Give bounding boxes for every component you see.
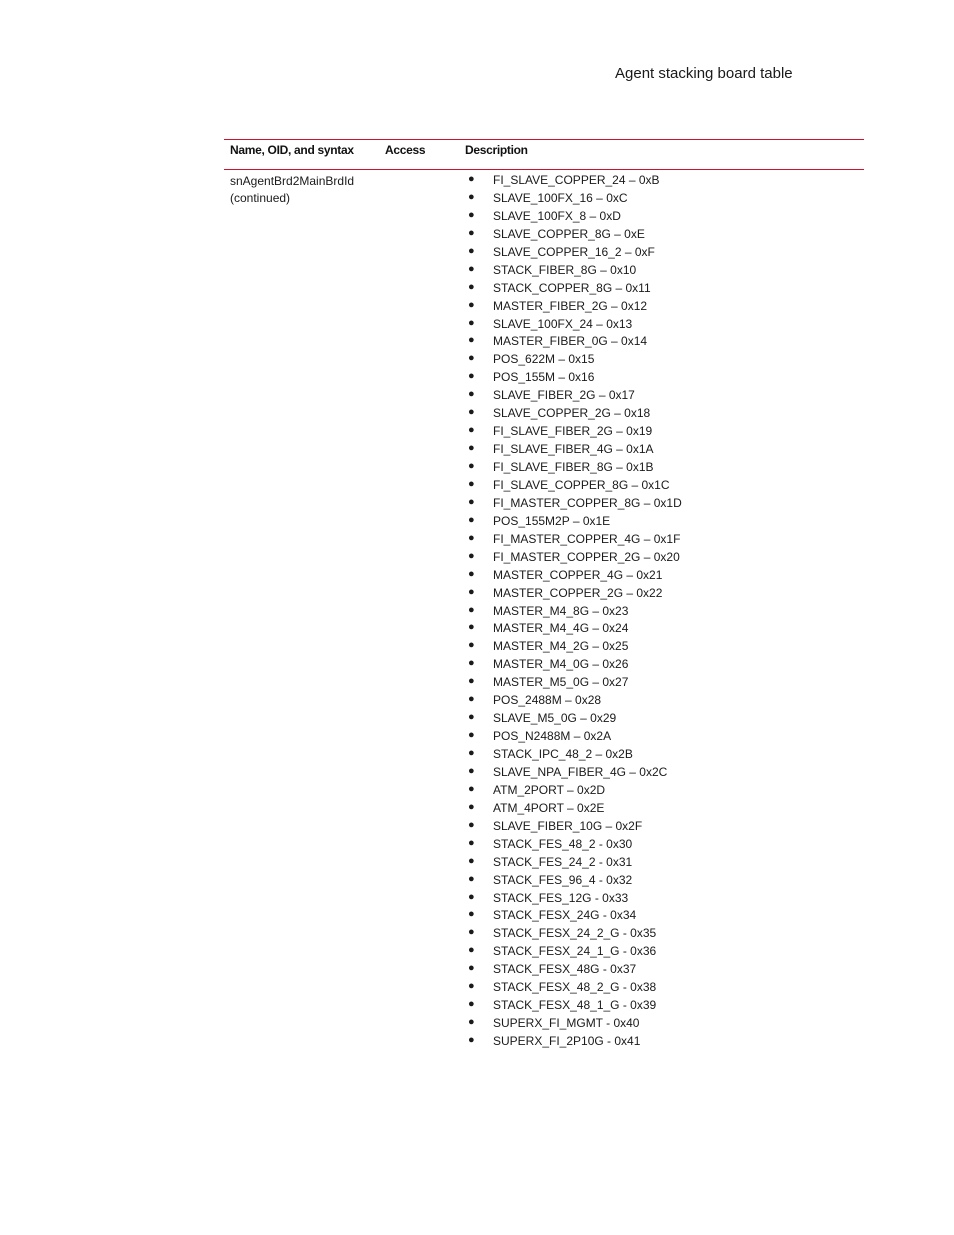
- description-list-item: [465, 925, 682, 943]
- description-item-text: FI_SLAVE_FIBER_4G – 0x1A: [493, 442, 654, 457]
- description-list-item: [465, 782, 682, 800]
- bullet-icon: ●: [468, 782, 475, 795]
- description-item-text: POS_622M – 0x15: [493, 352, 595, 367]
- object-name-note: (continued): [230, 191, 291, 205]
- bullet-icon: ●: [468, 962, 475, 975]
- description-list-item: [465, 764, 682, 782]
- bullet-icon: ●: [468, 513, 475, 526]
- bullet-icon: ●: [468, 585, 475, 598]
- description-list-item: [465, 190, 682, 208]
- description-list-item: [465, 1015, 682, 1033]
- description-list-item: [465, 316, 682, 334]
- description-list-item: [465, 746, 682, 764]
- bullet-icon: ●: [468, 836, 475, 849]
- bullet-icon: ●: [468, 693, 475, 706]
- description-item-text: MASTER_COPPER_2G – 0x22: [493, 585, 663, 600]
- description-list-item: [465, 800, 682, 818]
- description-item-text: MASTER_M4_4G – 0x24: [493, 621, 629, 636]
- description-item-text: STACK_FESX_24G - 0x34: [493, 908, 637, 923]
- description-list-item: [465, 836, 682, 854]
- description-list-item: [465, 423, 682, 441]
- description-item-text: STACK_IPC_48_2 – 0x2B: [493, 747, 633, 761]
- description-item-text: STACK_FES_24_2 - 0x31: [493, 854, 633, 869]
- description-item-text: FI_MASTER_COPPER_8G – 0x1D: [493, 495, 682, 510]
- description-list-item: [465, 244, 682, 262]
- description-item-text: STACK_FESX_48_1_G - 0x39: [493, 998, 657, 1013]
- description-list-item: [465, 172, 682, 190]
- description-item-text: MASTER_FIBER_0G – 0x14: [493, 334, 648, 349]
- description-list-item: [465, 997, 682, 1015]
- bullet-icon: ●: [468, 226, 475, 239]
- description-item-text: SLAVE_FIBER_10G – 0x2F: [493, 818, 643, 833]
- bullet-icon: ●: [468, 818, 475, 831]
- description-item-text: STACK_FESX_24_2_G - 0x35: [493, 926, 657, 941]
- description-item-text: STACK_FESX_48_2_G - 0x38: [493, 980, 657, 995]
- bullet-icon: ●: [468, 190, 475, 203]
- bullet-icon: ●: [468, 334, 475, 347]
- description-list-item: [465, 495, 682, 513]
- table-header-rule: [224, 169, 864, 170]
- bullet-icon: ●: [468, 944, 475, 957]
- description-item-text: ATM_2PORT – 0x2D: [493, 782, 606, 797]
- description-list-item: [465, 620, 682, 638]
- bullet-icon: ●: [468, 262, 475, 275]
- description-item-text: MASTER_COPPER_4G – 0x21: [493, 567, 663, 582]
- bullet-icon: ●: [468, 424, 475, 437]
- description-item-text: MASTER_FIBER_2G – 0x12: [493, 298, 648, 313]
- bullet-icon: ●: [468, 244, 475, 257]
- description-list-item: [465, 531, 682, 549]
- bullet-icon: ●: [468, 675, 475, 688]
- bullet-icon: ●: [468, 998, 475, 1011]
- bullet-icon: ●: [468, 1034, 475, 1046]
- column-header-access: Access: [385, 143, 426, 157]
- mib-table: [224, 139, 864, 1048]
- bullet-icon: ●: [468, 908, 475, 921]
- description-item-text: FI_MASTER_COPPER_2G – 0x20: [493, 549, 680, 564]
- bullet-icon: ●: [468, 567, 475, 580]
- description-item-text: STACK_FESX_24_1_G - 0x36: [493, 944, 657, 959]
- bullet-icon: ●: [468, 549, 475, 562]
- description-list-item: [465, 1033, 682, 1051]
- description-item-text: FI_SLAVE_FIBER_2G – 0x19: [493, 424, 653, 439]
- description-list-item: [465, 674, 682, 692]
- description-list-item: [465, 441, 682, 459]
- bullet-icon: ●: [468, 531, 475, 544]
- description-item-text: POS_155M2P – 0x1E: [493, 513, 611, 528]
- description-item-text: STACK_FES_96_4 - 0x32: [493, 872, 633, 887]
- description-list-item: [465, 854, 682, 872]
- description-list-item: [465, 872, 682, 890]
- running-header-title: Agent stacking board table: [615, 65, 793, 82]
- bullet-icon: ●: [468, 352, 475, 365]
- description-item-text: FI_MASTER_COPPER_4G – 0x1F: [493, 531, 681, 546]
- column-header-description: Description: [465, 143, 528, 157]
- description-list-item: [465, 405, 682, 423]
- description-item-text: SLAVE_COPPER_8G – 0xE: [493, 226, 645, 241]
- description-list-item: [465, 549, 682, 567]
- description-item-text: SLAVE_COPPER_16_2 – 0xF: [493, 244, 655, 259]
- bullet-icon: ●: [468, 173, 475, 185]
- bullet-icon: ●: [468, 495, 475, 508]
- bullet-icon: ●: [468, 460, 475, 472]
- table-header-row: [224, 140, 864, 169]
- description-item-text: STACK_FIBER_8G – 0x10: [493, 262, 637, 277]
- bullet-icon: ●: [468, 1016, 475, 1029]
- bullet-icon: ●: [468, 764, 475, 777]
- description-list-item: [465, 333, 682, 351]
- object-name-cell: [230, 173, 354, 207]
- description-item-text: MASTER_M5_0G – 0x27: [493, 675, 629, 690]
- bullet-icon: ●: [468, 980, 475, 993]
- description-list-item: [465, 692, 682, 710]
- bullet-icon: ●: [468, 926, 475, 939]
- description-item-text: STACK_FES_48_2 - 0x30: [493, 836, 633, 851]
- description-list-item: [465, 298, 682, 316]
- description-item-text: FI_SLAVE_COPPER_8G – 0x1C: [493, 477, 670, 492]
- description-list-item: [465, 638, 682, 656]
- description-list-item: [465, 603, 682, 621]
- bullet-icon: ●: [468, 657, 475, 670]
- description-list-item: [465, 208, 682, 226]
- description-list-item: [465, 226, 682, 244]
- description-item-text: SLAVE_COPPER_2G – 0x18: [493, 406, 651, 421]
- description-item-text: SUPERX_FI_MGMT - 0x40: [493, 1016, 640, 1031]
- bullet-icon: ●: [468, 747, 475, 759]
- description-list-item: [465, 567, 682, 585]
- bullet-icon: ●: [468, 711, 475, 724]
- bullet-icon: ●: [468, 854, 475, 867]
- bullet-icon: ●: [468, 800, 475, 813]
- description-item-text: POS_155M – 0x16: [493, 370, 595, 385]
- description-list-item: [465, 387, 682, 405]
- description-item-text: SLAVE_100FX_16 – 0xC: [493, 190, 628, 205]
- description-list-item: [465, 961, 682, 979]
- description-item-text: POS_N2488M – 0x2A: [493, 729, 612, 744]
- description-item-text: SLAVE_100FX_8 – 0xD: [493, 208, 621, 223]
- bullet-icon: ●: [468, 280, 475, 293]
- bullet-icon: ●: [468, 208, 475, 221]
- description-list-item: [465, 728, 682, 746]
- description-list-item: [465, 979, 682, 997]
- bullet-icon: ●: [468, 621, 475, 634]
- description-list-item: [465, 513, 682, 531]
- description-item-text: MASTER_M4_0G – 0x26: [493, 657, 629, 672]
- description-item-text: SLAVE_100FX_24 – 0x13: [493, 316, 633, 331]
- description-list-item: [465, 262, 682, 280]
- bullet-icon: ●: [468, 388, 475, 401]
- description-item-text: SUPERX_FI_2P10G - 0x41: [493, 1034, 641, 1048]
- bullet-icon: ●: [468, 872, 475, 885]
- description-item-text: MASTER_M4_8G – 0x23: [493, 603, 629, 618]
- description-item-text: SLAVE_FIBER_2G – 0x17: [493, 388, 635, 403]
- description-item-text: STACK_FES_12G - 0x33: [493, 890, 629, 905]
- description-list-item: [465, 280, 682, 298]
- description-item-text: FI_SLAVE_FIBER_8G – 0x1B: [493, 460, 654, 474]
- bullet-icon: ●: [468, 639, 475, 652]
- description-item-text: POS_2488M – 0x28: [493, 693, 602, 708]
- description-item-text: MASTER_M4_2G – 0x25: [493, 639, 629, 654]
- object-name: snAgentBrd2MainBrdId: [230, 174, 355, 188]
- description-item-text: SLAVE_M5_0G – 0x29: [493, 711, 617, 726]
- description-list-item: [465, 890, 682, 908]
- description-list-item: [465, 477, 682, 495]
- bullet-icon: ●: [468, 477, 475, 490]
- description-list-item: [465, 710, 682, 728]
- description-list-item: [465, 818, 682, 836]
- description-item-text: STACK_COPPER_8G – 0x11: [493, 280, 651, 295]
- bullet-icon: ●: [468, 603, 475, 616]
- bullet-icon: ●: [468, 406, 475, 419]
- description-item-text: STACK_FESX_48G - 0x37: [493, 962, 637, 977]
- description-list-item: [465, 369, 682, 387]
- bullet-icon: ●: [468, 298, 475, 311]
- description-item-text: FI_SLAVE_COPPER_24 – 0xB: [493, 173, 660, 187]
- description-list-item: [465, 656, 682, 674]
- bullet-icon: ●: [468, 316, 475, 329]
- description-list-item: [465, 943, 682, 961]
- bullet-icon: ●: [468, 729, 475, 742]
- description-list-item: [465, 585, 682, 603]
- description-list-item: [465, 459, 682, 477]
- description-item-text: ATM_4PORT – 0x2E: [493, 800, 605, 815]
- bullet-icon: ●: [468, 370, 475, 383]
- column-header-name: Name, OID, and syntax: [230, 143, 354, 157]
- bullet-icon: ●: [468, 442, 475, 455]
- bullet-icon: ●: [468, 890, 475, 903]
- description-list-item: [465, 351, 682, 369]
- description-list: [465, 172, 682, 1051]
- description-list-item: [465, 907, 682, 925]
- description-item-text: SLAVE_NPA_FIBER_4G – 0x2C: [493, 764, 668, 779]
